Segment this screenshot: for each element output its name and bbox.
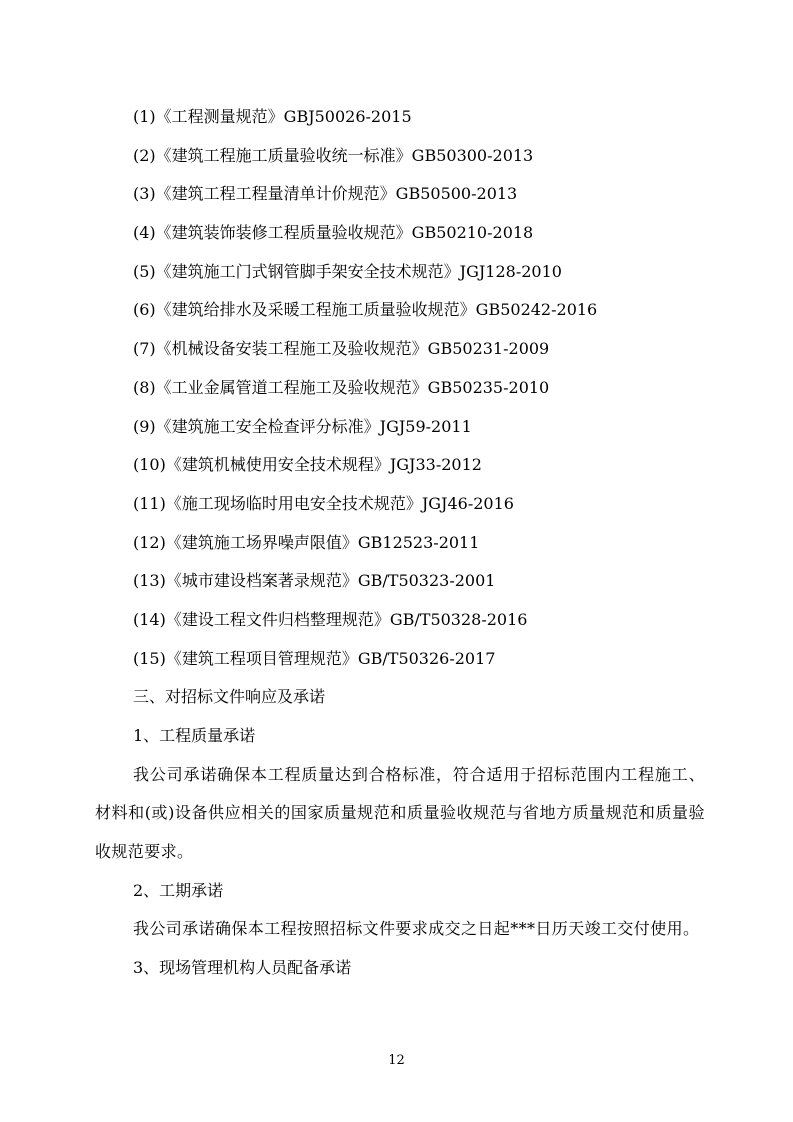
quality-commitment-heading: 1、工程质量承诺 [133, 726, 256, 745]
page-content [95, 98, 705, 988]
list-item: (13)《城市建设档案著录规范》GB/T50323-2001 [133, 571, 496, 591]
schedule-commitment-heading: 2、工期承诺 [133, 880, 224, 900]
page-number: 12 [388, 1053, 405, 1068]
schedule-commitment-text: 我公司承诺确保本工程按照招标文件要求成交之日起***日历天竣工交付使用。 [133, 919, 700, 939]
list-item: (2)《建筑工程施工质量验收统一标准》GB50300-2013 [133, 145, 534, 165]
standards-list [95, 98, 705, 678]
staffing-commitment-heading: 3、现场管理机构人员配备承诺 [133, 958, 352, 978]
list-item: (3)《建筑工程工程量清单计价规范》GB50500-2013 [133, 184, 518, 204]
list-item: (11)《施工现场临时用电安全技术规范》JGJ46-2016 [133, 493, 514, 513]
list-item: (15)《建筑工程项目管理规范》GB/T50326-2017 [133, 648, 496, 668]
list-item: (9)《建筑施工安全检查评分标准》JGJ59-2011 [133, 416, 472, 436]
list-item: (7)《机械设备安装工程施工及验收规范》GB50231-2009 [133, 339, 550, 359]
list-item: (6)《建筑给排水及采暖工程施工质量验收规范》GB50242-2016 [133, 300, 598, 320]
list-item: (1)《工程测量规范》GBJ50026-2015 [133, 107, 412, 126]
list-item: (5)《建筑施工门式钢管脚手架安全技术规范》JGJ128-2010 [133, 261, 562, 281]
list-item: (8)《工业金属管道工程施工及验收规范》GB50235-2010 [133, 377, 550, 397]
list-item: (4)《建筑装饰装修工程质量验收规范》GB50210-2018 [133, 223, 534, 243]
list-item: (10)《建筑机械使用安全技术规程》JGJ33-2012 [133, 455, 482, 475]
list-item: (14)《建设工程文件归档整理规范》GB/T50328-2016 [133, 609, 528, 629]
quality-commitment-text: 我公司承诺确保本工程质量达到合格标准，符合适用于招标范围内工程施工、材料和(或)设备供应相关的国家质量规范和质量验收规范与省地方质量规范和质量验收规范要求。 [95, 764, 705, 862]
section-heading: 三、对招标文件响应及承诺 [133, 687, 326, 707]
list-item: (12)《建筑施工场界噪声限值》GB12523-2011 [133, 532, 480, 552]
